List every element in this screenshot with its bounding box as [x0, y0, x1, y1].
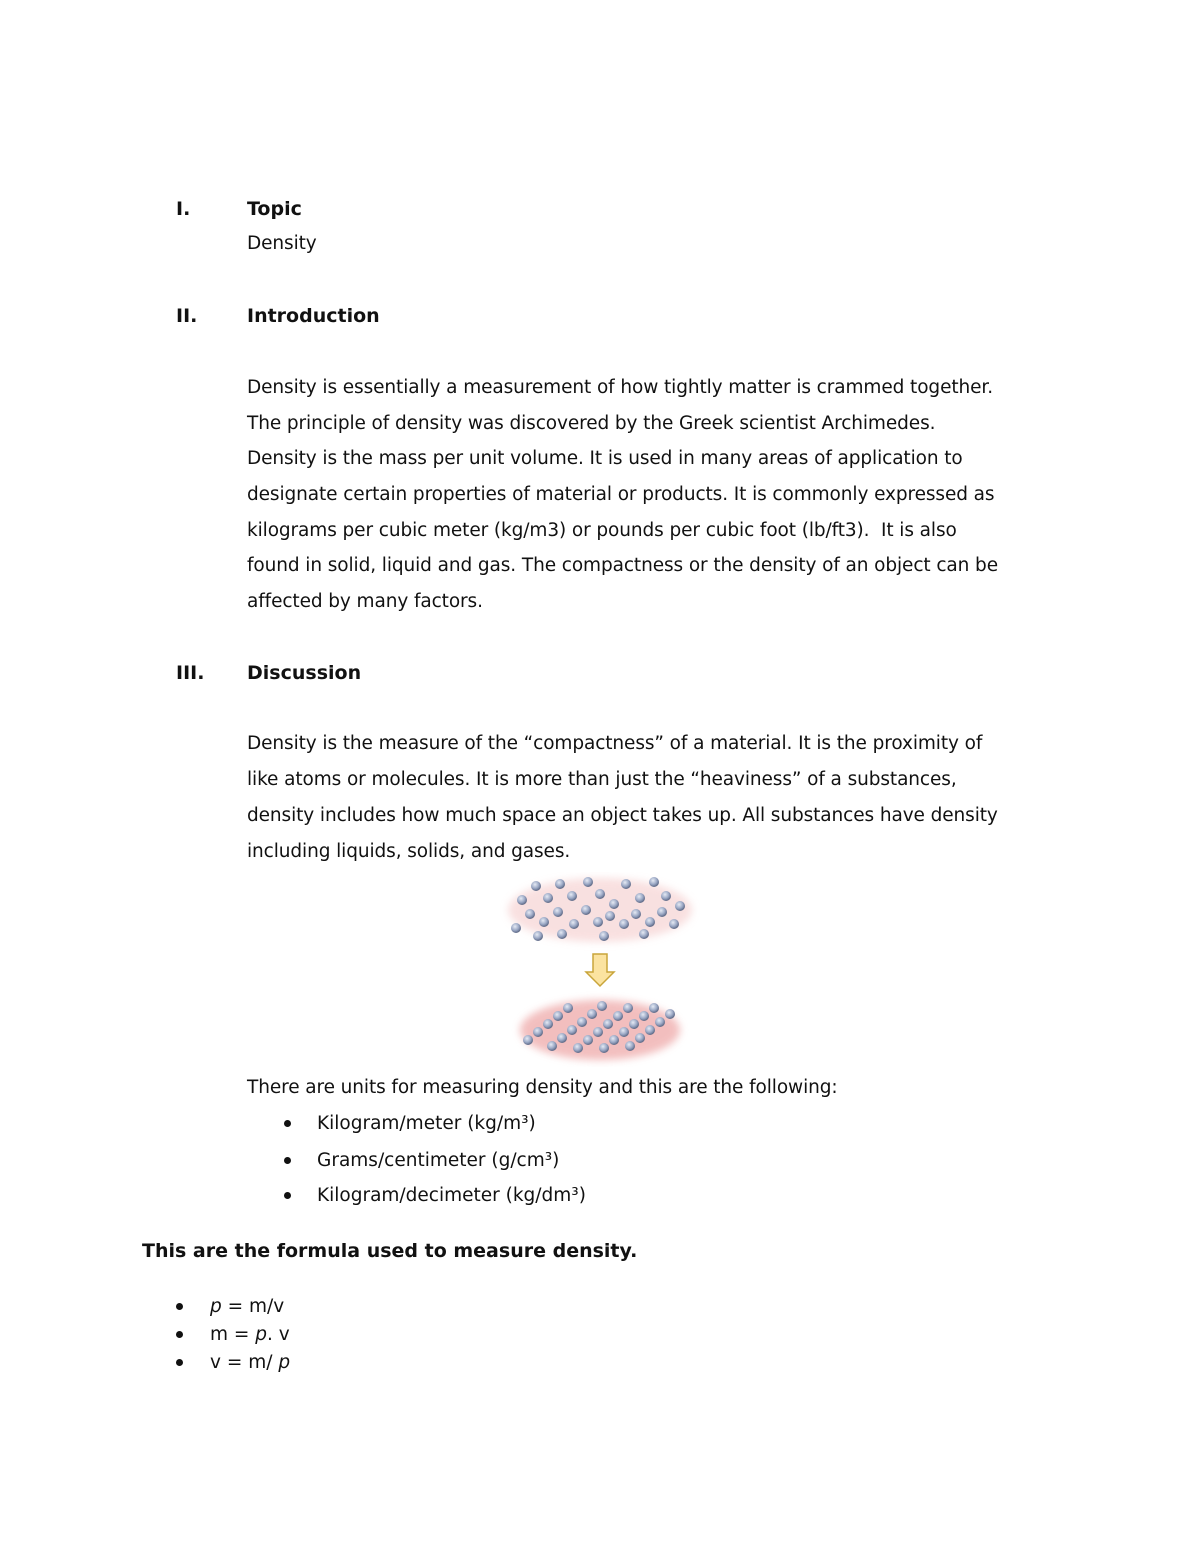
- intro-line: The principle of density was discovered by the Greek scientist Archimedes.: [247, 413, 936, 434]
- section-numeral: III.: [176, 662, 205, 684]
- molecules-svg: [500, 872, 700, 1067]
- unit-item: Kilogram/decimeter (kg/dm³): [317, 1185, 586, 1206]
- unit-item: Kilogram/meter (kg/m³): [317, 1113, 536, 1134]
- formula-density: p = m/v: [210, 1296, 285, 1317]
- topic-text: Density: [247, 233, 317, 254]
- intro-line: Density is essentially a measurement of how tightly matter is crammed together.: [247, 377, 993, 398]
- unit-item: Grams/centimeter (g/cm³): [317, 1150, 560, 1171]
- intro-line: Density is the mass per unit volume. It is used in many areas of application to: [247, 448, 963, 469]
- bullet-icon: [176, 1359, 183, 1366]
- section-numeral: I.: [176, 198, 191, 220]
- discussion-line: including liquids, solids, and gases.: [247, 841, 571, 862]
- formula-mass: m = p. v: [210, 1324, 290, 1345]
- bullet-icon: [284, 1157, 291, 1164]
- section-heading-discussion: Discussion: [247, 662, 362, 684]
- discussion-line: density includes how much space an object takes up. All substances have density: [247, 805, 998, 826]
- intro-line: kilograms per cubic meter (kg/m3) or pounds per cubic foot (lb/ft3). It is also: [247, 520, 957, 541]
- discussion-line: like atoms or molecules. It is more than just the “heaviness” of a substances,: [247, 769, 957, 790]
- section-numeral: II.: [176, 305, 198, 327]
- bullet-icon: [284, 1192, 291, 1199]
- intro-line: found in solid, liquid and gas. The compactness or the density of an object can be: [247, 555, 998, 576]
- section-heading-topic: Topic: [247, 198, 302, 220]
- section-heading-introduction: Introduction: [247, 305, 380, 327]
- formula-volume: v = m/ p: [210, 1352, 291, 1373]
- molecules-compression-illustration: [500, 872, 700, 1067]
- units-intro: There are units for measuring density and this are the following:: [247, 1077, 838, 1098]
- bullet-icon: [176, 1331, 183, 1338]
- bullet-icon: [284, 1120, 291, 1127]
- bullet-icon: [176, 1303, 183, 1310]
- intro-line: designate certain properties of material or products. It is commonly expressed as: [247, 484, 995, 505]
- discussion-line: Density is the measure of the “compactness” of a material. It is the proximity of: [247, 733, 983, 754]
- intro-line: affected by many factors.: [247, 591, 483, 612]
- formula-heading: This are the formula used to measure density.: [142, 1240, 638, 1262]
